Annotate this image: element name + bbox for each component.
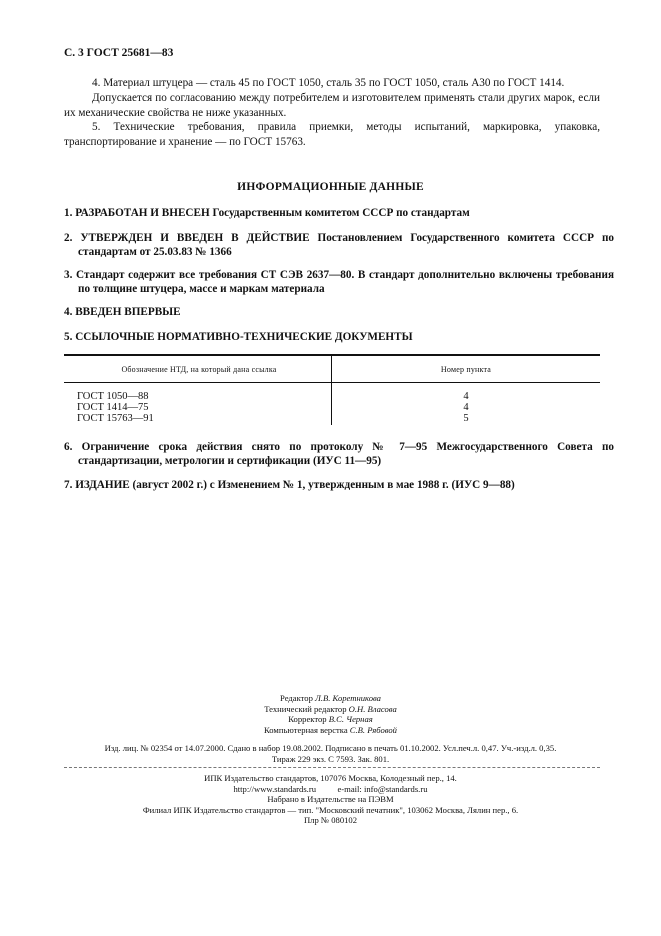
table-header-clause: Номер пункта — [440, 365, 492, 374]
corrector-line: Корректор В.С. Черная — [288, 714, 373, 724]
table-top-rule — [64, 354, 600, 356]
tech-editor-line: Технический редактор О.Н. Власова — [264, 703, 397, 714]
editor-line: Редактор Л.В. Коретникова — [280, 693, 381, 703]
table-header-document: Обозначение НТД, на который дана ссылка — [121, 365, 277, 374]
info-item-7: 7. ИЗДАНИЕ (август 2002 г.) с Изменением № 1, утвержденным в мае 1988 г. (ИУС 9—88) — [64, 479, 515, 491]
table-header-rule — [64, 382, 600, 383]
publisher-info — [0, 773, 661, 826]
info-item-3: 3. Стандарт содержит все требования СТ СЭВ 2637—80. В стандарт дополнительно включены требования по толщине штуцера, массе и маркам материала — [64, 269, 614, 295]
info-item-6: 6. Ограничение срока действия снято по протоколу № 7—95 Межгосударственного Совета по стандартизации, метрологии и сертификации (ИУС 11—95) — [64, 441, 614, 467]
paragraph-4-permission: Допускается по согласованию между потребителем и изготовителем применять стали других марок, если их механические свойства не ниже указанных. — [64, 92, 600, 119]
branch-address: Филиал ИПК Издательство стандартов — тип. "Московский печатник", 103062 Москва, Лялин пер., 6. — [142, 804, 519, 815]
print-details-line-2: Тираж 229 экз. С 7593. Зак. 801. — [271, 753, 390, 764]
website-link[interactable]: http://www.standards.ru — [233, 783, 316, 794]
info-item-4: 4. ВВЕДЕН ВПЕРВЫЕ — [64, 306, 181, 318]
info-data-title: ИНФОРМАЦИОННЫЕ ДАННЫЕ — [237, 181, 424, 193]
table-row — [332, 391, 600, 424]
table-cell-clause: 5 — [463, 413, 469, 424]
table-cell-document: ГОСТ 1050—88 — [77, 391, 149, 402]
publisher-address: ИПК Издательство стандартов, 107076 Москва, Колодезный пер., 14. — [204, 773, 457, 783]
layout-line: Компьютерная верстка С.В. Рябовой — [264, 724, 397, 735]
page-header: С. 3 ГОСТ 25681—83 — [64, 47, 174, 59]
table-row — [77, 391, 154, 424]
info-item-2: 2. УТВЕРЖДЕН И ВВЕДЕН В ДЕЙСТВИЕ Постановлением Государственного комитета СССР по стандартам от 25.03.83 № 1366 — [64, 232, 614, 258]
table-cell-document: ГОСТ 15763—91 — [77, 413, 154, 424]
plr-number: Плр № 080102 — [303, 815, 358, 825]
table-cell-clause: 4 — [463, 402, 469, 413]
table-cell-document: ГОСТ 1414—75 — [77, 402, 149, 413]
print-details-line-1: Изд. лиц. № 02354 от 14.07.2000. Сдано в набор 19.08.2002. Подписано в печать 01.10.2002. Усл.печ.л. 0,47. Уч.-изд.л. 0,35. — [104, 743, 557, 753]
publisher-contacts — [0, 784, 661, 795]
info-item-5: 5. ССЫЛОЧНЫЕ НОРМАТИВНО-ТЕХНИЧЕСКИЕ ДОКУМЕНТЫ — [64, 331, 413, 343]
paragraph-4-material: 4. Материал штуцера — сталь 45 по ГОСТ 1050, сталь 35 по ГОСТ 1050, сталь А30 по ГОСТ 1414. — [92, 77, 565, 89]
imprint-credits — [0, 693, 661, 735]
print-details — [0, 743, 661, 764]
email-link[interactable]: e-mail: info@standards.ru — [337, 783, 428, 794]
info-item-1: 1. РАЗРАБОТАН И ВНЕСЕН Государственным комитетом СССР по стандартам — [64, 207, 470, 219]
paragraph-5-requirements: 5. Технические требования, правила приемки, методы испытаний, маркировка, упаковка, транспортирование и хранение — по ГОСТ 15763. — [64, 121, 600, 148]
typeset-note: Набрано в Издательстве на ПЭВМ — [267, 794, 394, 804]
table-cell-clause: 4 — [463, 391, 469, 402]
imprint-divider — [64, 767, 600, 768]
